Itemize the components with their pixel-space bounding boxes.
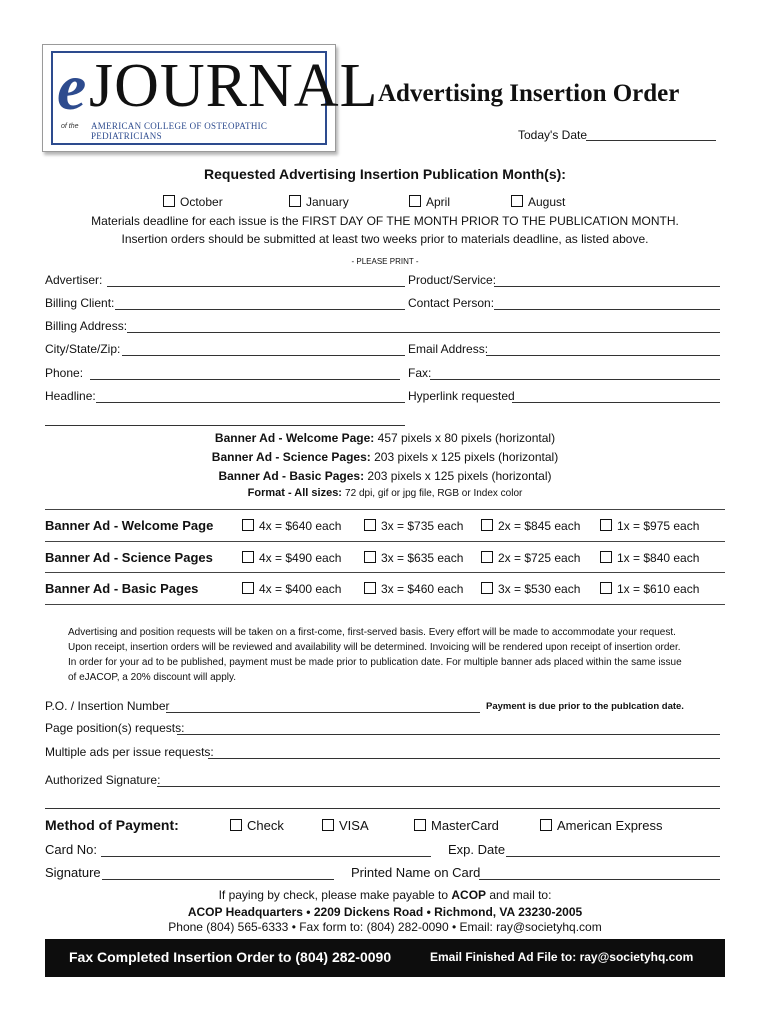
phone-label: Phone: — [45, 366, 84, 380]
basic-3x[interactable]: 3x = $460 each — [364, 582, 463, 596]
pricing-top-rule — [45, 509, 725, 510]
hyperlink-field[interactable] — [512, 402, 720, 403]
card-no-label: Card No: — [45, 842, 98, 857]
spec-welcome: Banner Ad - Welcome Page: 457 pixels x 80 pixels (horizontal) — [214, 431, 556, 445]
billing-address-field[interactable] — [127, 332, 720, 333]
po-label: P.O. / Insertion Number — [45, 699, 170, 713]
basic-1x[interactable]: 1x = $610 each — [600, 582, 699, 596]
welcome-4x[interactable]: 4x = $640 each — [242, 519, 341, 533]
advertiser-label: Advertiser: — [45, 273, 103, 287]
pricing-basic-name: Banner Ad - Basic Pages — [45, 581, 199, 596]
checkbox-icon — [322, 819, 334, 831]
fax-label: Fax: — [408, 366, 432, 380]
payment-due-note: Payment is due prior to the publcation date. — [486, 701, 684, 712]
billing-client-field[interactable] — [115, 309, 405, 310]
payment-amex[interactable]: American Express — [540, 818, 662, 833]
please-print: - PLEASE PRINT - — [351, 257, 419, 266]
payment-check[interactable]: Check — [230, 818, 284, 833]
checkbox-icon — [600, 582, 612, 594]
email-address-field[interactable] — [486, 355, 720, 356]
spec-format: Format - All sizes: 72 dpi, gif or jpg file, RGB or Index color — [247, 487, 523, 499]
science-3x[interactable]: 3x = $635 each — [364, 551, 463, 565]
pricing-bottom-rule — [45, 604, 725, 605]
checkbox-icon — [414, 819, 426, 831]
page-position-field[interactable] — [177, 734, 720, 735]
page-title: Advertising Insertion Order — [378, 80, 680, 107]
contact-person-label: Contact Person: — [408, 296, 495, 310]
po-field[interactable] — [166, 712, 480, 713]
logo-border — [51, 51, 379, 145]
method-of-payment-label: Method of Payment: — [45, 817, 179, 833]
checkbox-icon — [364, 551, 376, 563]
product-service-label: Product/Service: — [408, 273, 497, 287]
month-january[interactable]: January — [289, 195, 349, 209]
pricing-science-name: Banner Ad - Science Pages — [45, 550, 213, 565]
multiple-ads-label: Multiple ads per issue requests: — [45, 745, 214, 759]
checkbox-icon — [600, 551, 612, 563]
checkbox-icon — [242, 582, 254, 594]
checkbox-icon — [289, 195, 301, 207]
checkbox-icon — [242, 519, 254, 531]
policy-text: Advertising and position requests will be taken on a first-come, first-served basis. Every effort will be made to accommodate your request. Upon receipt, insertion orders will be reviewed and availability will be determined. Invoicing will be rendered upon receipt of insertion order. In order for your ad to be published, payment must be made prior to publication date. For multiple banner ads placed within the same issue of eJACOP, a 20% discount will apply. — [68, 627, 682, 683]
checkbox-icon — [540, 819, 552, 831]
mailing-address: ACOP Headquarters • 2209 Dickens Road • Richmond, VA 23230-2005 — [187, 905, 583, 919]
todays-date-label: Today's Date — [518, 128, 587, 142]
billing-client-label: Billing Client: — [45, 296, 115, 310]
headline-field-line-2[interactable] — [45, 425, 405, 426]
science-2x[interactable]: 2x = $725 each — [481, 551, 580, 565]
multiple-ads-field[interactable] — [208, 758, 720, 759]
welcome-3x[interactable]: 3x = $735 each — [364, 519, 463, 533]
pricing-welcome-name: Banner Ad - Welcome Page — [45, 518, 214, 533]
checkbox-icon — [409, 195, 421, 207]
deadline-note-2: Insertion orders should be submitted at least two weeks prior to materials deadline, as listed above. — [121, 232, 649, 246]
authorized-signature-label: Authorized Signature: — [45, 773, 161, 787]
checkbox-icon — [230, 819, 242, 831]
science-4x[interactable]: 4x = $490 each — [242, 551, 341, 565]
product-service-field[interactable] — [494, 286, 720, 287]
welcome-2x[interactable]: 2x = $845 each — [481, 519, 580, 533]
checkbox-icon — [242, 551, 254, 563]
checkbox-icon — [163, 195, 175, 207]
checkbox-icon — [481, 551, 493, 563]
logo-journal: JOURNAL — [89, 52, 379, 120]
phone-field[interactable] — [90, 379, 400, 380]
check-payable-note: If paying by check, please make payable to ACOP and mail to: — [218, 888, 552, 902]
spec-science: Banner Ad - Science Pages: 203 pixels x 125 pixels (horizontal) — [211, 450, 559, 464]
logo-of-the: of the — [61, 123, 79, 130]
headline-field[interactable] — [96, 402, 405, 403]
todays-date-field[interactable] — [586, 140, 716, 141]
authorized-signature-field[interactable] — [157, 786, 720, 787]
checkbox-icon — [364, 519, 376, 531]
footer-banner — [45, 939, 725, 977]
logo-e: e — [57, 51, 87, 124]
headline-label: Headline: — [45, 389, 96, 403]
ejournal-logo — [42, 44, 379, 152]
printed-name-field[interactable] — [479, 879, 720, 880]
exp-date-label: Exp. Date — [448, 842, 506, 857]
months-heading: Requested Advertising Insertion Publication Month(s): — [204, 166, 566, 182]
science-1x[interactable]: 1x = $840 each — [600, 551, 699, 565]
fax-field[interactable] — [430, 379, 720, 380]
logo-college: AMERICAN COLLEGE OF OSTEOPATHIC PEDIATRICIANS — [91, 121, 268, 141]
checkbox-icon — [600, 519, 612, 531]
payment-visa[interactable]: VISA — [322, 818, 369, 833]
city-state-zip-label: City/State/Zip: — [45, 342, 121, 356]
footer-fax: Fax Completed Insertion Order to (804) 282-0090 — [69, 949, 392, 965]
email-address-label: Email Address: — [408, 342, 489, 356]
city-state-zip-field[interactable] — [122, 355, 405, 356]
payment-mastercard[interactable]: MasterCard — [414, 818, 499, 833]
month-april[interactable]: April — [409, 195, 450, 209]
checkbox-icon — [481, 582, 493, 594]
printed-name-label: Printed Name on Card — [351, 865, 481, 880]
checkbox-icon — [511, 195, 523, 207]
card-no-field[interactable] — [101, 856, 431, 857]
signature-extra-line[interactable] — [45, 808, 720, 809]
signature-label: Signature — [45, 865, 101, 880]
page-position-label: Page position(s) requests: — [45, 721, 185, 735]
spec-basic: Banner Ad - Basic Pages: 203 pixels x 125 pixels (horizontal) — [218, 469, 552, 483]
basic-2x[interactable]: 3x = $530 each — [481, 582, 580, 596]
contact-person-field[interactable] — [494, 309, 720, 310]
checkbox-icon — [481, 519, 493, 531]
basic-4x[interactable]: 4x = $400 each — [242, 582, 341, 596]
month-august[interactable]: August — [511, 195, 565, 209]
checkbox-icon — [364, 582, 376, 594]
pricing-rule-2 — [45, 572, 725, 573]
hyperlink-label: Hyperlink requested — [408, 389, 515, 403]
deadline-note-1: Materials deadline for each issue is the FIRST DAY OF THE MONTH PRIOR TO THE PUBLICATION MONTH. — [91, 214, 679, 228]
signature-field[interactable] — [102, 879, 334, 880]
welcome-1x[interactable]: 1x = $975 each — [600, 519, 699, 533]
advertiser-field[interactable] — [107, 286, 405, 287]
exp-date-field[interactable] — [506, 856, 720, 857]
footer-email: Email Finished Ad File to: ray@societyhq.com — [430, 950, 694, 964]
contact-line: Phone (804) 565-6333 • Fax form to: (804) 282-0090 • Email: ray@societyhq.com — [168, 920, 602, 934]
billing-address-label: Billing Address: — [45, 319, 128, 333]
pricing-rule-1 — [45, 541, 725, 542]
month-october[interactable]: October — [163, 195, 223, 209]
